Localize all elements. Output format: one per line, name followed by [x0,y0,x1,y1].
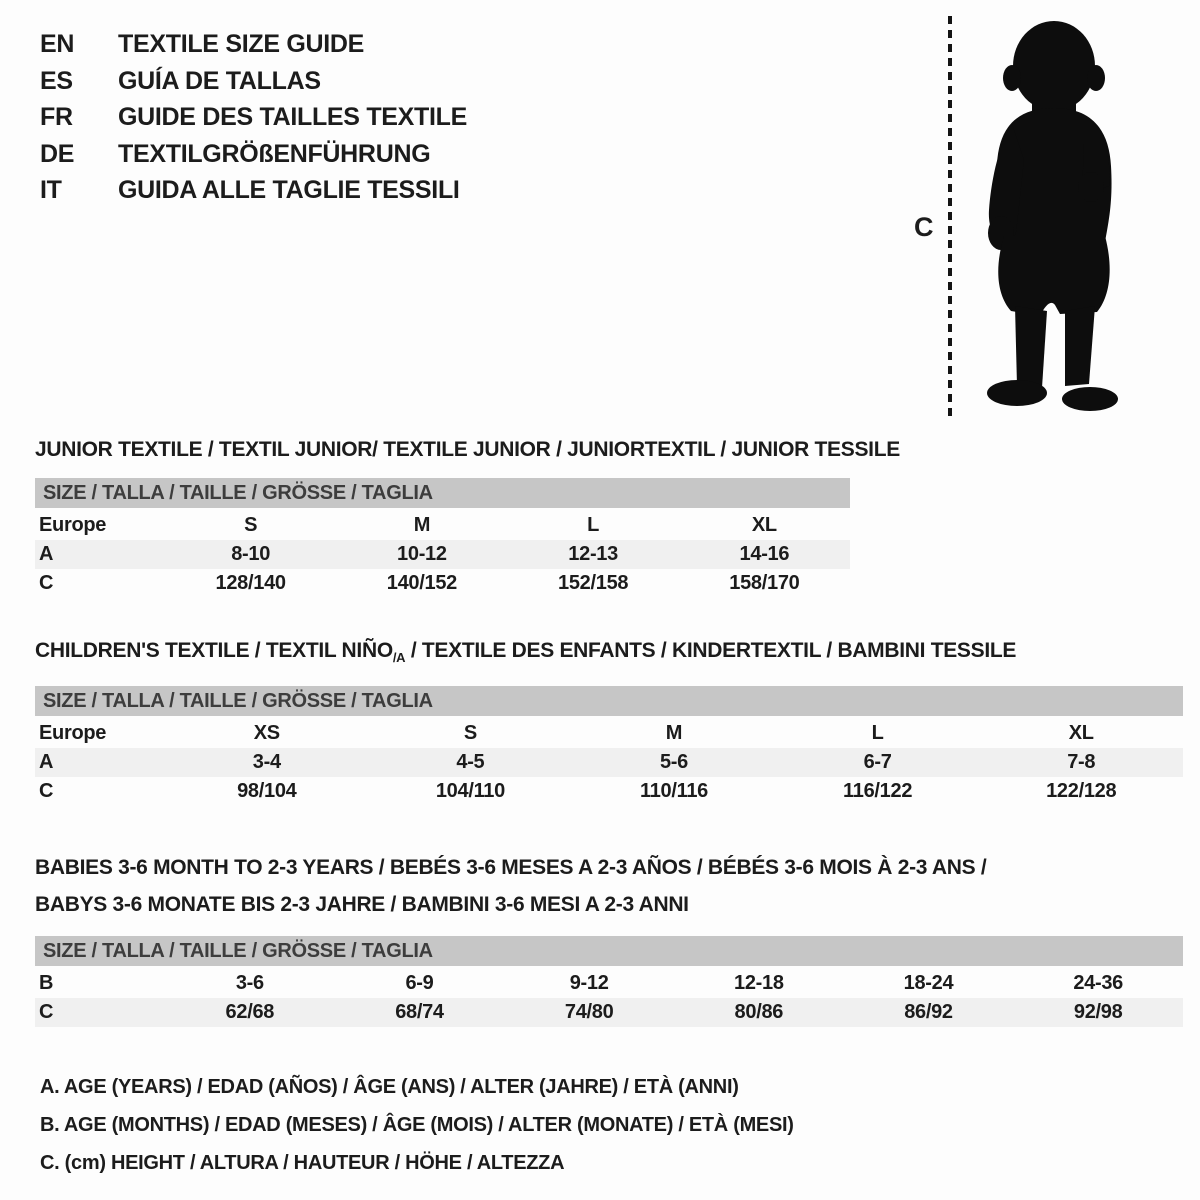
table-cell: 9-12 [569,972,609,995]
row-label: Europe [39,722,107,745]
table-cell: S [244,514,258,536]
table-cell: M [665,722,683,745]
childrens-title-text: / TEXTILE DES ENFANTS / KINDERTEXTIL / BAMBINI TESSILE [405,639,1017,662]
table-header-bar: SIZE / TALLA / TAILLE / GRÖSSE / TAGLIA [35,936,1183,966]
height-dashed-line [948,16,952,418]
table-cell: 152/158 [558,572,629,594]
table-cell: 18-24 [903,972,954,995]
table-cell: 6-9 [405,972,434,995]
page-header [0,0,1200,438]
table-cell: L [871,722,884,745]
childrens-title-text: CHILDREN'S TEXTILE / TEXTIL NIÑO [35,639,393,662]
legend-line-c: C. (cm) HEIGHT / ALTURA / HAUTEUR / HÖHE / ALTEZZA [40,1152,565,1174]
height-marker-label: C [914,212,934,242]
table-cell: 14-16 [739,543,790,565]
childrens-size-table [35,686,1183,806]
legend-line-a: A. AGE (YEARS) / EDAD (AÑOS) / ÂGE (ANS) / ALTER (JAHRE) / ETÀ (ANNI) [40,1076,739,1098]
size-tables-area [35,438,1183,1027]
guide-title: GUIDA ALLE TAGLIE TESSILI [118,176,460,204]
table-cell: 4-5 [456,751,485,774]
language-code: FR [40,103,73,131]
language-code: ES [40,66,73,95]
language-code: EN [40,30,75,58]
babies-title-line-1: BABIES 3-6 MONTH TO 2-3 YEARS / BEBÉS 3-6 MESES A 2-3 AÑOS / BÉBÉS 3-6 MOIS À 2-3 ANS / [35,856,987,880]
row-label: Europe [39,514,107,536]
table-cell: 7-8 [1067,751,1096,774]
table-cell: 62/68 [225,1001,275,1024]
table-cell: XL [1068,722,1094,745]
table-row [35,748,1183,777]
row-label: C [39,572,54,594]
table-cell: 128/140 [215,572,286,594]
height-figure [914,14,1140,420]
table-header-bar: SIZE / TALLA / TAILLE / GRÖSSE / TAGLIA [35,686,1183,716]
table-cell: L [587,514,600,536]
table-cell: 98/104 [237,780,297,803]
table-cell: 110/116 [639,780,708,803]
table-header-bar: SIZE / TALLA / TAILLE / GRÖSSE / TAGLIA [35,478,850,508]
table-cell: 6-7 [863,751,892,774]
table-row [35,511,850,540]
language-row [40,172,467,209]
table-cell: 68/74 [395,1001,444,1024]
childrens-section-title [35,639,1183,669]
language-row [40,99,467,136]
table-cell: S [463,722,477,745]
table-cell: 12-13 [568,543,618,565]
table-cell: 80/86 [734,1001,784,1024]
language-row [40,26,467,63]
table-cell: M [413,514,431,536]
language-code: DE [40,139,75,168]
section-babies-textile [35,849,1183,1027]
language-row [40,136,467,173]
toddler-silhouette-icon [970,14,1140,419]
childrens-title-subscript: /A [392,650,406,666]
table-cell: 5-6 [659,751,688,774]
babies-title-line-2: BABYS 3-6 MONATE BIS 2-3 JAHRE / BAMBINI 3-6 MESI A 2-3 ANNI [35,893,689,917]
table-cell: 74/80 [564,1001,614,1024]
table-cell: 122/128 [1046,780,1117,803]
table-cell: 92/98 [1073,1001,1123,1024]
table-cell: 140/152 [386,572,457,594]
row-label: C [39,780,54,803]
table-row [35,719,1183,748]
guide-title: TEXTILE SIZE GUIDE [118,30,365,58]
junior-section-title: JUNIOR TEXTILE / TEXTIL JUNIOR/ TEXTILE JUNIOR / JUNIORTEXTIL / JUNIOR TESSILE [35,438,900,461]
section-childrens-textile [35,639,1183,806]
measurement-legend [40,1068,794,1182]
table-row [35,969,1183,998]
table-row [35,540,850,569]
row-label: C [39,1001,54,1024]
table-row [35,777,1183,806]
language-title-block [40,26,467,209]
table-cell: 86/92 [904,1001,953,1024]
row-label: A [39,751,54,774]
table-cell: 116/122 [843,780,913,803]
language-code: IT [40,176,62,204]
babies-size-table [35,936,1183,1027]
table-cell: 10-12 [397,543,447,565]
junior-size-table [35,478,850,598]
table-cell: 3-6 [235,972,264,995]
row-label: A [39,543,54,565]
section-junior-textile [35,438,1183,598]
table-cell: 24-36 [1073,972,1123,995]
table-cell: 12-18 [734,972,784,995]
table-cell: 158/170 [729,572,800,594]
language-row [40,63,467,100]
row-label: B [39,972,54,995]
legend-line-b: B. AGE (MONTHS) / EDAD (MESES) / ÂGE (MOIS) / ALTER (MONATE) / ETÀ (MESI) [40,1114,794,1136]
table-row [35,569,850,598]
table-cell: XL [751,514,777,536]
table-cell: XS [253,722,280,745]
guide-title: TEXTILGRÖßENFÜHRUNG [118,139,431,168]
table-cell: 8-10 [231,543,271,565]
table-cell: 3-4 [252,751,281,774]
table-row [35,998,1183,1027]
babies-section-title [35,849,1183,923]
guide-title: GUIDE DES TAILLES TEXTILE [118,103,468,131]
guide-title: GUÍA DE TALLAS [118,66,321,95]
table-cell: 104/110 [435,780,505,803]
